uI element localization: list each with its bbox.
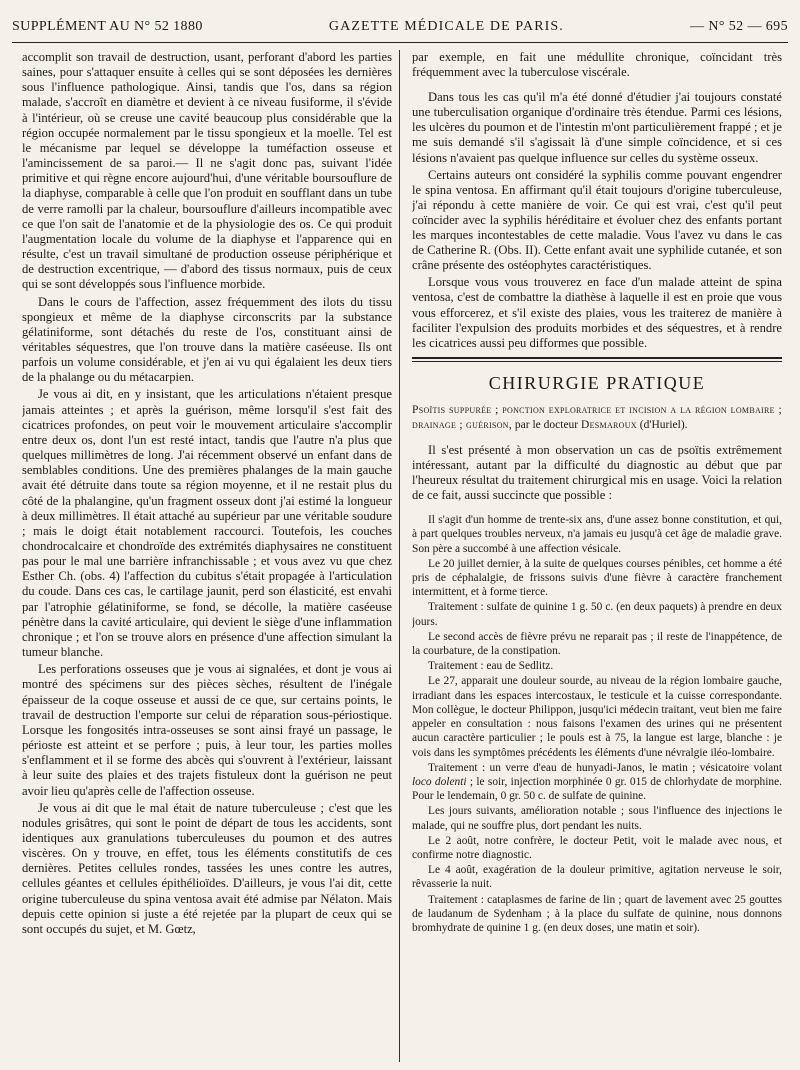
paragraph: Dans le cours de l'affection, assez fréquemment des ilots du tissu spongieux et même de la diaphyse circonscrits par la substance gélatiniforme, sont détachés du reste de l'os, constituant ainsi de véritables séquestres, que l'on trouve dans la matière caséeuse. Ils ont parfois un volume considérable, et j'en ai vu qui égalaient les deux tiers de la phalange ou du métacarpien. <box>22 294 392 385</box>
case-paragraph: Les jours suivants, amélioration notable ; sous l'influence des injections le malade, qui ne souffre plus, dort pendant les nuits. <box>412 805 782 832</box>
paragraph: Certains auteurs ont considéré la syphilis comme pouvant engendrer le spina ventosa. En affirmant qu'il était toujours d'origine tuberculeuse, j'ai répondu à cette manière de voir. Ce qui est vrai, c'est qu'il peut coïncider avec la syphilis héréditaire et évoluer chez des enfants portant les marques incontestables de cette maladie. Vous l'avez vu dans le cas de Catherine R. (Obs. II). Cette enfant avait une syphilide cutanée, et son crâne présente des ostéophytes caractéristiques. <box>412 167 782 273</box>
paragraph: Les perforations osseuses que je vous ai signalées, et dont je vous ai montré des spécimens sur des pièces sèches, résultent de l'inégale épaisseur de la coque osseuse et aussi de ce que, sur certains points, le travail de destruction l'emporte sur celui de réparation sous-périostique. Lorsque les fongosités intra-osseuses se sont ainsi frayé un passage, le périoste est atteint et se perfore ; puis, à leur tour, les parties molles s'enflamment et il se forme des abcès qui s'ouvrent à l'extérieur, laissant à leur suite des plaies et des trajets fistuleux dont la guérison ne peut avoir lieu qu'après celle de l'affection osseuse. <box>22 662 392 798</box>
case-paragraph: Traitement : cataplasmes de farine de lin ; quart de lavement avec 25 gouttes de laudanum de Sydenham ; à la place du sulfate de quinine, nous donnons bromhydrate de quinine 1 g. (en deux doses, une matin et soir). <box>412 893 782 934</box>
case-paragraph <box>412 761 782 804</box>
page-header <box>12 14 788 40</box>
case-report <box>412 513 782 935</box>
case-paragraph: Le 27, apparait une douleur sourde, au niveau de la région lombaire gauche, irradiant dans les espaces intercostaux, le testicule et la cuisse correspondante. Mon collègue, le docteur Philippon, jusqu'ici médecin traitant, veut bien me faire appeler en consultation : nous faisons l'examen des urines qui ne présentent aucun caractère particulier ; le pouls est à 75, la langue est large, blanche : je vois dans les symptômes précédents les éléments d'une névralgie iléo-lombaire. <box>412 675 782 759</box>
section-rule-thin <box>412 361 782 362</box>
article-topic: Psoïtis suppurée ; ponction exploratrice et incision a la région lombaire ; drainage ; guérison, <box>412 403 782 431</box>
section-title: CHIRURGIE PRATIQUE <box>488 372 706 393</box>
case-text: Traitement : un verre d'eau de hunyadi-Janos, le matin ; vésicatoire volant <box>428 761 782 774</box>
article-subtitle <box>412 403 782 433</box>
case-paragraph: Le second accès de fièvre prévu ne reparait pas ; il reste de l'inappétence, de la courbature, de la constipation. <box>412 630 782 658</box>
header-page-number: — N° 52 — 695 <box>690 19 788 34</box>
author-place: (d'Huriel). <box>639 418 688 431</box>
paragraph: Lorsque vous vous trouverez en face d'un malade atteint de spina ventosa, c'est de combattre la diathèse à laquelle il est en proie que vous vous efforcerez, et s'il existe des plaies, vous les traiterez de manière à faciliter l'expulsion des produits morbides et des séquestres, et à rendre les cicatrices aussi peu difformes que possible. <box>412 275 782 350</box>
left-column <box>22 50 392 1062</box>
case-paragraph: Traitement : eau de Sedlitz. <box>428 660 554 673</box>
case-text: ; le soir, injection morphinée 0 gr. 015 de chlorhydate de morphine. Pour le lendemain, 0 gr. 50 c. de sulfate de quinine. <box>412 775 782 803</box>
author-prefix: par le docteur <box>514 418 579 431</box>
case-paragraph: Le 2 août, notre confrère, le docteur Petit, voit le malade avec nous, et confirme notre diagnostic. <box>412 834 782 861</box>
paragraph: par exemple, en fait une médullite chronique, coïncidant très fréquemment avec la tuberculose viscérale. <box>412 50 782 80</box>
header-supplement: SUPPLÉMENT AU N° 52 1880 <box>12 19 203 34</box>
article-intro: Il s'est présenté à mon observation un cas de psoïtis extrêmement intéressant, autant par la difficulté du diagnostic au début que par l'heureux résultat du traitement chirurgical mis en usage. Voici la relation de ce fait, aussi succincte que possible : <box>412 442 782 503</box>
paragraph: Je vous ai dit que le mal était de nature tuberculeuse ; c'est que les nodules grisâtres, qui sont le point de départ de tous les accidents, sont identiques aux granulations tuberculeuses du poumon et des autres viscères. On y trouve, en effet, tous les éléments constitutifs de ces dernières. Petites cellules rondes, tassées les unes contre les autres, cellules géantes et cellules épithélioïdes. D'ailleurs, je vous l'ai dit, cette origine tuberculeuse du spina ventosa avait été admise par Nélaton. Mais depuis cette opinion si juste a été rejetée par la plupart de ceux qui se sont occupés du sujet, et M. Gœtz, <box>22 800 392 936</box>
right-column <box>412 50 782 1062</box>
case-paragraph: Le 4 août, exagération de la douleur primitive, agitation nerveuse le soir, rêvasserie la nuit. <box>412 864 782 891</box>
case-paragraph: Traitement : sulfate de quinine 1 g. 50 c. (en deux paquets) à prendre en deux jours. <box>412 601 782 628</box>
paragraph: accomplit son travail de destruction, usant, perforant d'abord les parties saines, pour s'attaquer ensuite à celles qui se sont déposées les dernières sous l'influence pathologique. Ainsi, tandis que l'os, dans sa région malade, s'accroît en diamètre et devient à ce niveau fusiforme, il s'évide à l'intérieur, où se creuse une cavité beaucoup plus considérable que la région occupée normalement par le tissu spongieux et la moelle. Tel est le mécanisme par lequel se développe la tuméfaction osseuse et l'amincissement de sa paroi.— Il ne s'agit donc pas, suivant l'idée primitive et qui règne encore aujourd'hui, d'une véritable boursouflure de la diaphyse, comparable à celle que l'on produit en soufflant dans un tube de verre ramolli par la chaleur, boursouflure d'ailleurs incompatible avec ce que l'on sait de l'anatomie et de la physiologie des os. Ce qui produit l'augmentation locale du volume de la diaphyse et l'apparence qui en résulte, c'est un travail simultané de production osseuse périphérique et de destruction excentrique, — d'abord des tissus normaux, puis de ceux qui se sont développés sous l'influence morbide. <box>22 50 392 292</box>
case-italic: loco dolenti <box>412 775 467 788</box>
paragraph: Dans tous les cas qu'il m'a été donné d'étudier j'ai toujours constaté une tuberculisation organique d'ordinaire très étendue. Parmi ces lésions, les ulcères du poumon et de l'intestin m'ont particulièrement frappé ; et je me suis demandé s'il s'agissait là d'une simple coïncidence, et si ces lésions n'avaient pas quelque influence sur celles du système osseux. <box>412 90 782 165</box>
header-rule <box>12 42 788 43</box>
case-paragraph: Le 20 juillet dernier, à la suite de quelques courses pénibles, cet homme a été pris de céphalalgie, de frissons suivis d'une fièvre à caractère franchement intermittent, et à forme tierce. <box>412 557 782 599</box>
section-rule <box>412 357 782 359</box>
header-journal-title: GAZETTE MÉDICALE DE PARIS. <box>328 19 564 34</box>
column-divider <box>399 50 400 1062</box>
case-paragraph: Il s'agit d'un homme de trente-six ans, d'une assez bonne constitution, et qui, à part quelques troubles nerveux, n'a jamais eu jusqu'à cet âge de maladie grave. Son père a succombé à une affection vésicale. <box>412 514 782 555</box>
paragraph: Je vous ai dit, en y insistant, que les articulations n'étaient presque jamais atteintes ; et après la guérison, même lorsqu'il s'est fait des cicatrices profondes, on peut voir le mouvement articulaire s'accomplir entre deux os, dont l'un est resté intact, tandis que l'autre n'a plus que quelques millimètres de long. J'ai récemment observé un enfant dans de semblables conditions. Une des premières phalanges de la main gauche avait été détruite dans toute sa région moyenne, et il ne restait plus du côté de la phalangine, qu'un fragment osseux dont j'ai estimé la longueur à deux millimètres. Il était attaché au supérieur par une véritable soudure ; mais le doigt était notablement raccourci. Toutefois, les couches chondrocalcaire et chondroïde des extrémités diaphysaires ne constituent pas pour le mal une barrière infranchissable ; et vous avez vu que chez Esther Ch. (obs. 4) l'affection du cubitus s'était propagée à l'articulation du coude. Dans ces cas, le cartilage jaunit, perd son élasticité, est envahi par l'atrophie gélatiniforme, se fond, se décolle, la matière caséeuse pénètre dans la cavité articulaire, qui devient le siège d'une inflammation chronique ; et l'on se trouve alors en présence d'une affection simulant la tumeur blanche. <box>22 387 392 660</box>
author-name: Desmaroux <box>581 418 637 431</box>
